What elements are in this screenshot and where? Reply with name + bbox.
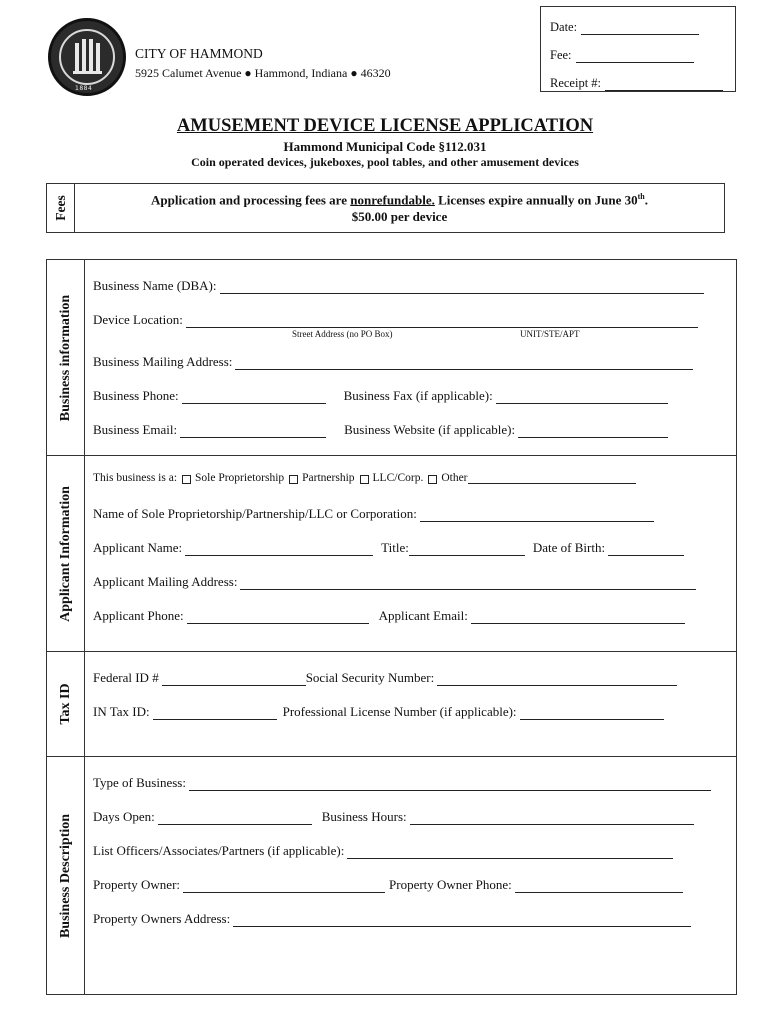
business-is-label: This business is a:: [93, 472, 178, 484]
tax-id-label-cell: [47, 652, 85, 756]
business-phone-label: Business Phone:: [93, 388, 179, 403]
seal-emblem-icon: [70, 37, 104, 77]
fees-sup: th: [637, 192, 645, 201]
fees-notice: [75, 188, 724, 225]
federal-id-label: Federal ID #: [93, 670, 159, 685]
ssn-label: Social Security Number:: [305, 670, 435, 685]
in-tax-id-license-field: [93, 704, 664, 720]
property-owner-field: [93, 877, 683, 893]
sole-proprietorship-checkbox[interactable]: [182, 475, 191, 484]
professional-license-input[interactable]: [520, 709, 664, 720]
applicant-information-section: [47, 456, 736, 652]
fees-label: Fees: [52, 195, 68, 221]
form-subtitle: Coin operated devices, jukeboxes, pool tables, and other amusement devices: [191, 155, 579, 169]
receipt-line[interactable]: [605, 79, 723, 91]
type-of-business-label: Type of Business:: [93, 775, 186, 790]
fees-nonrefundable: nonrefundable.: [350, 192, 435, 208]
property-owner-phone-label: Property Owner Phone:: [389, 877, 512, 892]
fees-box: [46, 183, 725, 233]
applicant-mailing-address-label: Applicant Mailing Address:: [93, 574, 238, 589]
business-phone-input[interactable]: [182, 393, 326, 404]
federal-id-input[interactable]: [162, 675, 306, 686]
dob-label: Date of Birth:: [532, 540, 606, 555]
llc-corp-label: LLC/Corp.: [372, 472, 424, 484]
professional-license-label: Professional License Number (if applicable):: [282, 704, 517, 719]
date-label: Date:: [550, 20, 578, 34]
device-location-input[interactable]: [186, 317, 698, 328]
business-name-input[interactable]: [220, 283, 704, 294]
city-address: 5925 Calumet Avenue ● Hammond, Indiana ● 46320: [135, 66, 391, 80]
fees-section-label: [47, 184, 75, 232]
other-input[interactable]: [468, 473, 636, 484]
type-of-business-input[interactable]: [189, 780, 711, 791]
title-label: Title:: [381, 540, 409, 555]
street-address-note: Street Address (no PO Box): [292, 329, 393, 339]
business-fax-input[interactable]: [496, 393, 668, 404]
officers-label: List Officers/Associates/Partners (if applicable):: [93, 843, 345, 858]
applicant-name-field: [93, 540, 684, 556]
sole-proprietorship-label: Sole Proprietorship: [195, 472, 285, 484]
llc-corp-checkbox[interactable]: [360, 475, 369, 484]
business-type-field: [93, 472, 636, 484]
type-of-business-field: [93, 775, 711, 791]
officers-input[interactable]: [347, 848, 673, 859]
in-tax-id-label: IN Tax ID:: [93, 704, 150, 719]
business-website-label: Business Website (if applicable):: [344, 422, 516, 437]
title-input[interactable]: [409, 545, 525, 556]
business-information-label: Business information: [57, 294, 73, 421]
business-website-input[interactable]: [518, 427, 668, 438]
in-tax-id-input[interactable]: [153, 709, 277, 720]
receipt-label: Receipt #:: [550, 76, 602, 90]
property-owner-input[interactable]: [183, 882, 385, 893]
applicant-phone-input[interactable]: [187, 613, 369, 624]
dob-input[interactable]: [608, 545, 684, 556]
partnership-checkbox[interactable]: [289, 475, 298, 484]
fees-amount: $50.00 per device: [351, 209, 448, 225]
date-line[interactable]: [581, 23, 699, 35]
business-phone-fax-field: [93, 388, 668, 404]
entity-name-input[interactable]: [420, 511, 654, 522]
applicant-phone-email-field: [93, 608, 685, 624]
fees-text-d: .: [644, 192, 648, 208]
applicant-mailing-address-input[interactable]: [240, 579, 696, 590]
municipal-code: Hammond Municipal Code §112.031: [283, 139, 487, 154]
property-owners-address-input[interactable]: [233, 916, 691, 927]
property-owner-label: Property Owner:: [93, 877, 181, 892]
business-mailing-address-input[interactable]: [235, 359, 693, 370]
fee-line[interactable]: [576, 51, 694, 63]
business-hours-input[interactable]: [410, 814, 694, 825]
applicant-mailing-address-field: [93, 574, 696, 590]
business-name-field: [93, 278, 704, 294]
tax-id-section: [47, 652, 736, 757]
ssn-input[interactable]: [437, 675, 677, 686]
business-description-section: [47, 757, 736, 994]
business-mailing-address-field: [93, 354, 693, 370]
device-location-field: [93, 312, 698, 328]
applicant-name-label: Applicant Name:: [93, 540, 183, 555]
days-hours-field: [93, 809, 694, 825]
applicant-email-label: Applicant Email:: [378, 608, 468, 623]
business-description-label: Business Description: [57, 813, 73, 938]
city-name: CITY OF HAMMOND: [135, 46, 263, 61]
business-email-website-field: [93, 422, 668, 438]
business-email-input[interactable]: [180, 427, 326, 438]
applicant-phone-label: Applicant Phone:: [93, 608, 184, 623]
fees-text-a: Application and processing fees are: [151, 192, 351, 208]
business-name-label: Business Name (DBA):: [93, 278, 217, 293]
applicant-information-label-cell: [47, 456, 85, 651]
partnership-label: Partnership: [302, 472, 355, 484]
other-checkbox[interactable]: [428, 475, 437, 484]
business-mailing-address-label: Business Mailing Address:: [93, 354, 233, 369]
unit-note: UNIT/STE/APT: [520, 329, 580, 339]
business-information-label-cell: [47, 260, 85, 455]
property-owners-address-label: Property Owners Address:: [93, 911, 231, 926]
device-location-label: Device Location:: [93, 312, 183, 327]
officers-field: [93, 843, 673, 859]
city-seal-logo: [48, 18, 126, 96]
application-form: [46, 259, 737, 995]
business-information-section: [47, 260, 736, 456]
days-open-label: Days Open:: [93, 809, 155, 824]
federal-id-ssn-field: [93, 670, 677, 686]
fee-label: Fee:: [550, 48, 572, 62]
form-title: AMUSEMENT DEVICE LICENSE APPLICATION: [176, 116, 594, 136]
other-label: Other: [441, 472, 468, 484]
property-owner-phone-input[interactable]: [515, 882, 683, 893]
property-owners-address-field: [93, 911, 691, 927]
applicant-information-label: Applicant Information: [57, 485, 73, 622]
business-hours-label: Business Hours:: [321, 809, 407, 824]
seal-year: 1884: [75, 85, 93, 92]
entity-name-field: [93, 506, 654, 522]
tax-id-label: Tax ID: [57, 683, 73, 725]
entity-name-label: Name of Sole Proprietorship/Partnership/LLC or Corporation:: [93, 506, 417, 521]
days-open-input[interactable]: [158, 814, 312, 825]
business-description-label-cell: [47, 757, 85, 994]
business-fax-label: Business Fax (if applicable):: [343, 388, 493, 403]
fees-text-c: Licenses expire annually on June 30: [434, 192, 638, 208]
applicant-email-input[interactable]: [471, 613, 685, 624]
applicant-name-input[interactable]: [185, 545, 373, 556]
office-use-box: [540, 6, 736, 92]
business-email-label: Business Email:: [93, 422, 178, 437]
